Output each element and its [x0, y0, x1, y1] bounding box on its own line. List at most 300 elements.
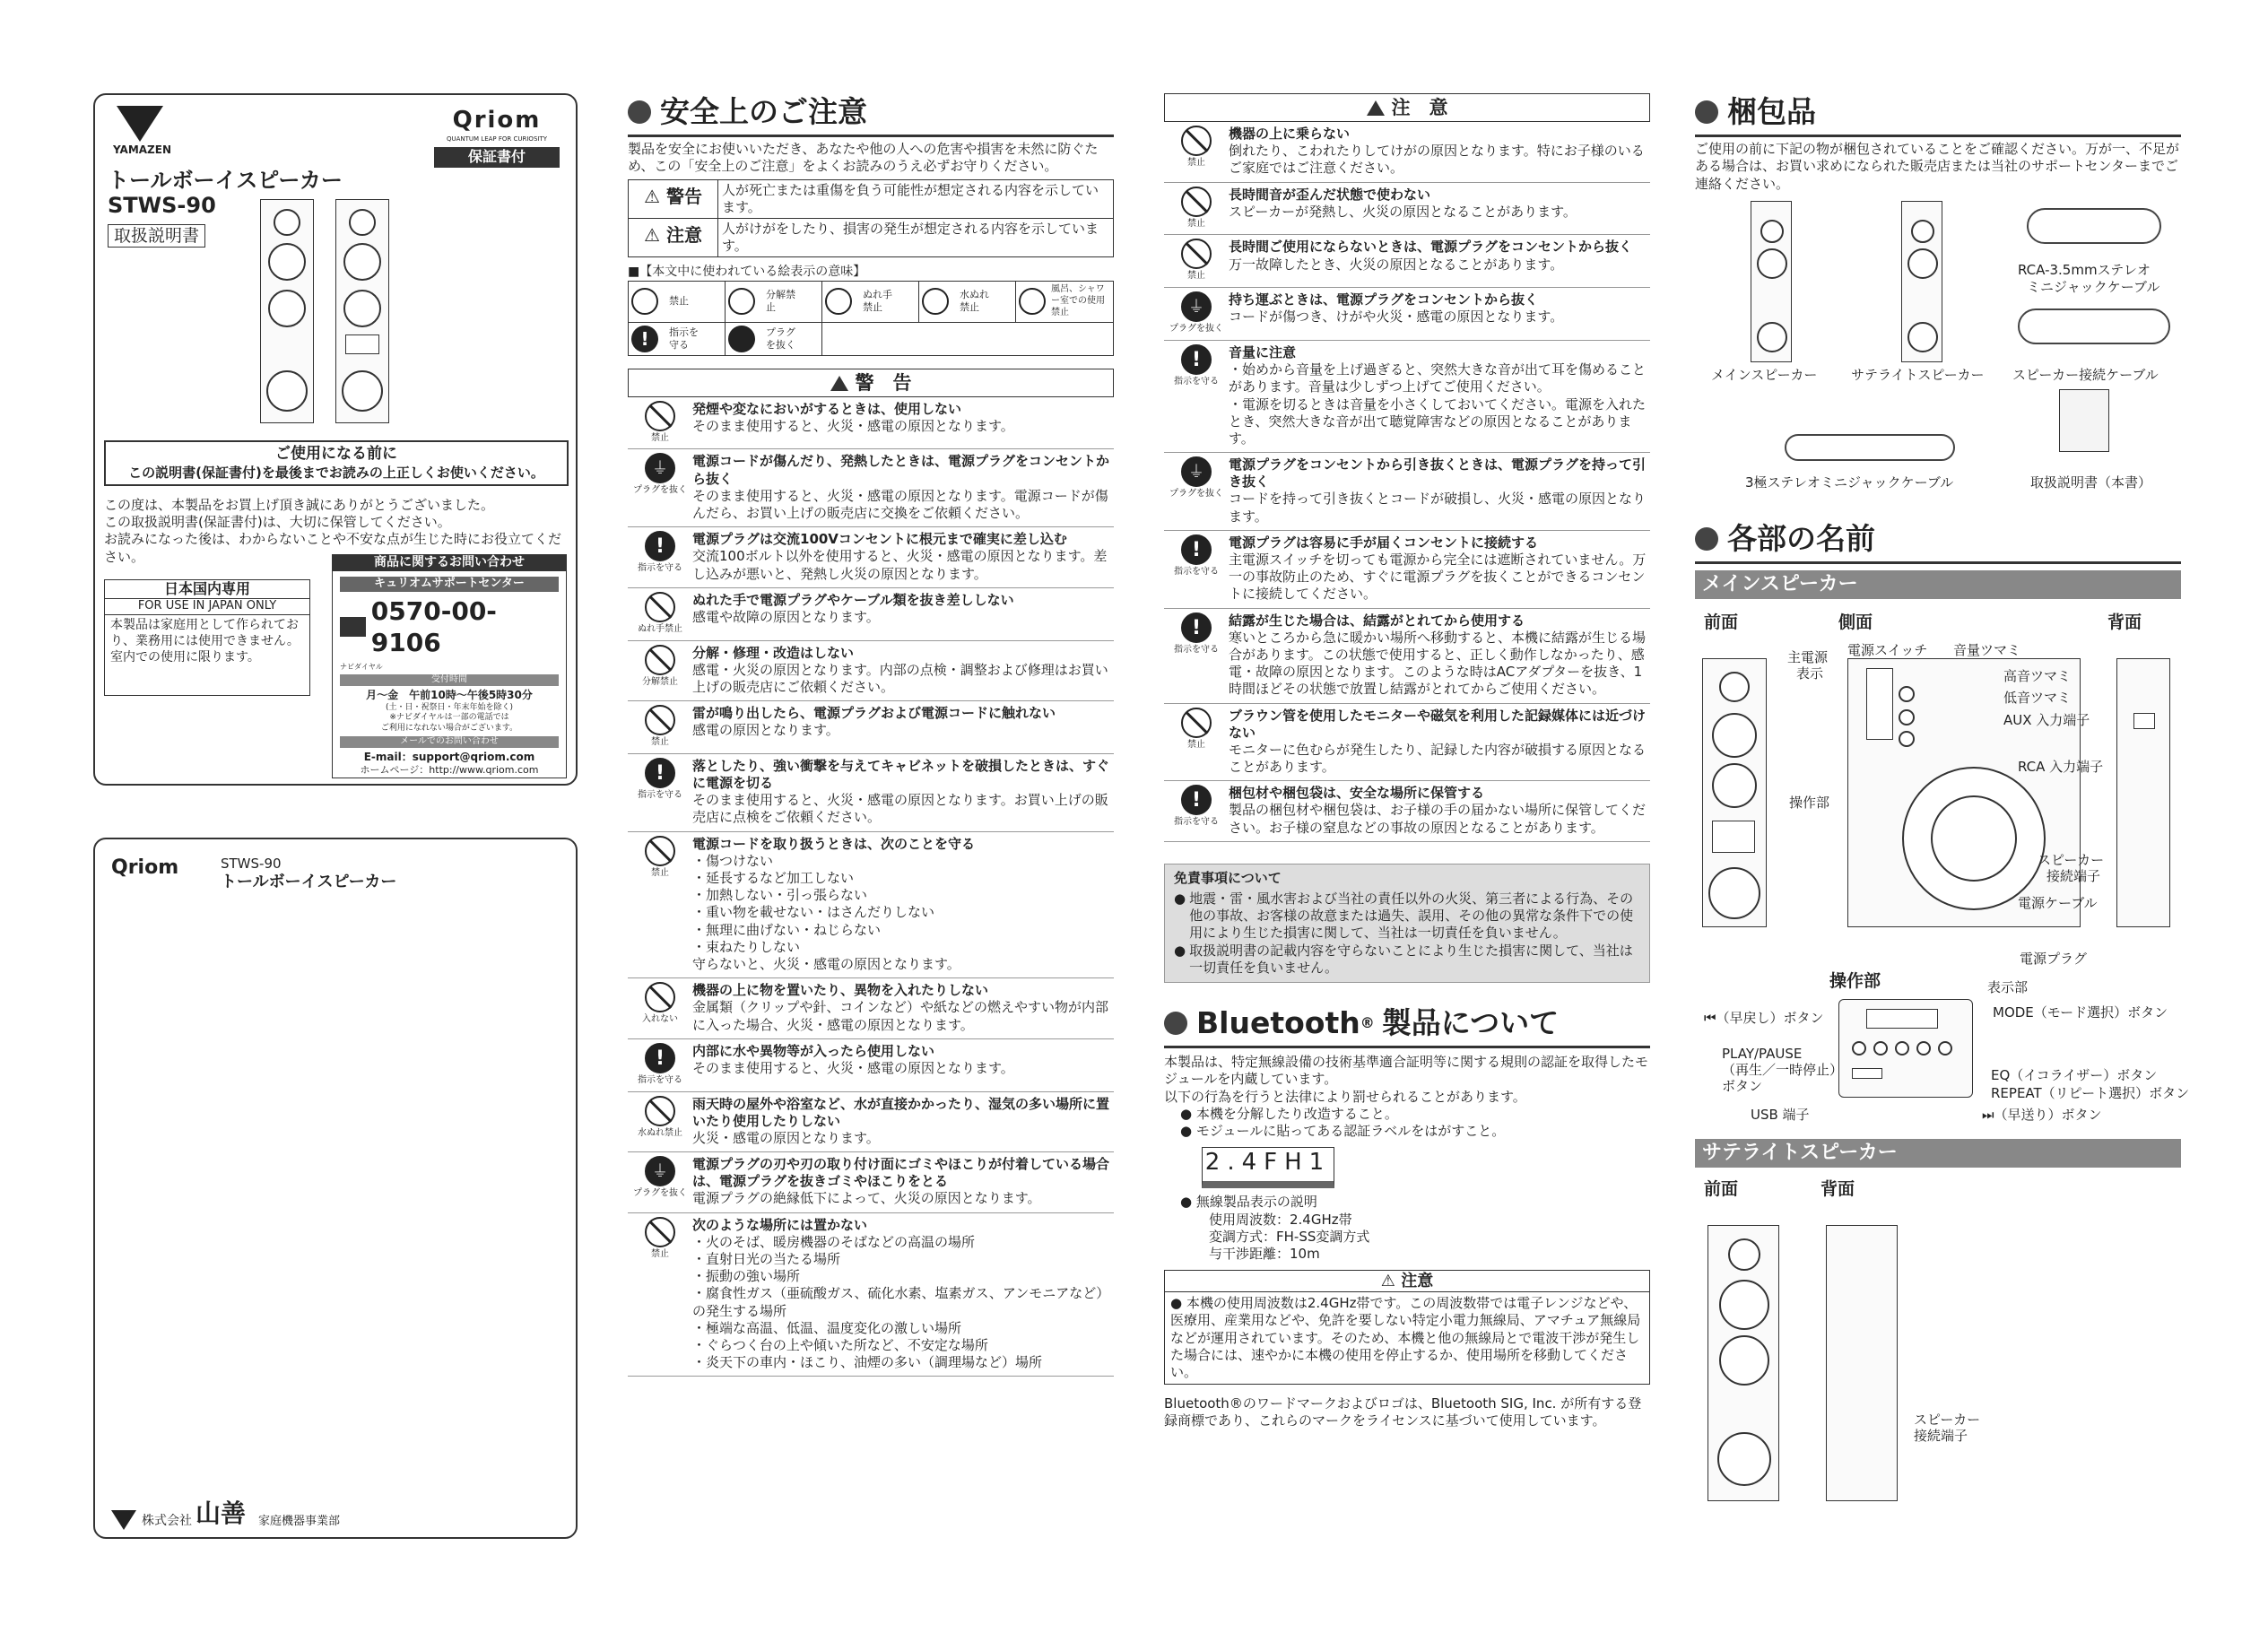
caution-item-icon — [1164, 456, 1229, 526]
label-speaker-terminal: スピーカー — [2038, 852, 2105, 868]
bullet-dot-icon — [1695, 527, 1718, 551]
japan-only-text: 本製品は家庭用として作られており、業務用には使用できません。室内での使用に限ります。 — [110, 618, 300, 665]
disclaimer-title: 免責事項について — [1174, 869, 1282, 886]
caution-icon-caption: 禁止 — [1187, 158, 1205, 168]
warning-item-body: そのまま使用すると、火災・感電の原因となります。電源コードが傷んだら、お買い上げの販売店に交換をご依頼ください。 — [692, 487, 1108, 522]
contact-box — [332, 554, 567, 778]
bluetooth-trademark: Bluetooth®のワードマークおよびロゴは、Bluetooth SIG, Inc. が所有する登録商標であり、これらのマークをライセンスに基づいて使用しています。 — [1164, 1395, 1642, 1429]
warning-item — [628, 1039, 1114, 1092]
legend-item: ぬれ手禁止 — [822, 282, 919, 322]
hours-note: ご利用になれない場合がございます。 — [380, 723, 518, 733]
label-power-switch: 電源スイッチ — [1847, 642, 1928, 658]
pkg-label-satellite: サテライトスピーカー — [1851, 367, 1985, 383]
caution-icon-caption: 指示を守る — [1174, 376, 1219, 387]
package-satellite-speaker-image — [1901, 201, 1942, 362]
caution-item — [1164, 453, 1650, 531]
warning-item-icon — [628, 645, 692, 697]
main-speaker-bar: メインスピーカー — [1695, 570, 2181, 599]
label-bass: 低音ツマミ — [2003, 690, 2072, 706]
operation-panel — [1838, 999, 1973, 1098]
label-repeat: REPEAT（リピート選択）ボタン — [1991, 1085, 2190, 1101]
warning-box-header: 警 告 — [628, 369, 1114, 397]
no-disassembly-icon — [728, 288, 755, 315]
caution-box-header: 注 意 — [1164, 93, 1650, 122]
caution-item-body: 寒いところから急に暖かい場所へ移動すると、本機に結露が生じる場合があります。この状態で使用すると、正しく動作しなかったり、感電・故障の原因となります。このような時はACアダプターを抜き、1時間ほどその状態で放置し結露がとれてからご使用ください。 — [1229, 629, 1647, 698]
warning-icon-caption: 禁止 — [651, 1248, 669, 1259]
label-panel: 操作部 — [1789, 795, 1830, 811]
caution-item — [1164, 531, 1650, 609]
warning-icon-caption: 入れない — [642, 1014, 678, 1025]
warning-item-title: 電源コードが傷んだり、発熱したときは、電源プラグをコンセントから抜く — [692, 453, 1110, 487]
pkg-label-rca: RCA-3.5mmステレオ — [2018, 262, 2151, 278]
warning-item-icon — [628, 401, 692, 445]
exclamation-icon — [1181, 534, 1212, 565]
warning-item — [628, 588, 1114, 641]
warning-item-icon — [628, 453, 692, 522]
warning-item — [628, 1152, 1114, 1213]
exclamation-icon — [1181, 344, 1212, 375]
label-aux: AUX 入力端子 — [2003, 712, 2090, 728]
warning-item-body: そのまま使用すると、火災・感電の原因となります。お買い上げの販売店に点検をご依頼ください。 — [692, 792, 1108, 826]
bluetooth-line2: 以下の行為を行うと法律により罰せられることがあります。 — [1164, 1088, 1526, 1105]
safety-column — [628, 93, 1114, 1377]
label-treble: 高音ツマミ — [2003, 668, 2072, 684]
back-model: STWS-90 — [221, 856, 282, 872]
warning-triangle-icon — [830, 376, 848, 391]
warning-item-title: 機器の上に物を置いたり、異物を入れたりしない — [692, 982, 989, 999]
main-speaker-image — [260, 199, 314, 423]
company-prefix: 株式会社 — [142, 1513, 192, 1528]
warning-item-icon — [628, 1096, 692, 1148]
cover-card — [93, 93, 578, 786]
caution-icon-caption: プラグを抜く — [1169, 324, 1223, 334]
bluetooth-caution-box — [1164, 1270, 1650, 1385]
bluetooth-bullet: ● 本機を分解したり改造すること。 — [1180, 1105, 1398, 1122]
caution-item-title: 長時間ご使用にならないときは、電源プラグをコンセントから抜く — [1229, 239, 1633, 256]
legend-item: プラグを抜く — [726, 323, 822, 355]
thanks-line: この取扱説明書(保証書付)は、大切に保管してください。 — [104, 514, 451, 531]
caution-item-icon — [1164, 785, 1229, 837]
caution-item-body: 倒れたり、こわれたりしてけがの原因となります。特にお子様のいるご家庭ではご注意ください。 — [1229, 143, 1645, 177]
unplug-icon — [1181, 456, 1212, 487]
unplug-icon — [1181, 291, 1212, 322]
no-wet-hands-icon — [825, 288, 852, 315]
caution-item-title: 音量に注意 — [1229, 343, 1297, 361]
warning-item-body: 感電の原因となります。 — [692, 722, 839, 739]
prohibited-icon — [1181, 239, 1212, 269]
qriom-logo — [434, 106, 560, 168]
warning-item-title: 落としたり、強い衝撃を与えてキャビネットを破損したときは、すぐに電源を切る — [692, 757, 1110, 792]
warning-level-label: ⚠ 警告 — [629, 180, 718, 218]
prohibited-icon — [631, 288, 658, 315]
warning-item-title: 発煙や変なにおいがするときは、使用しない — [692, 400, 962, 417]
warning-icon-caption: 分解禁止 — [642, 676, 678, 687]
company-name: 山善 — [196, 1499, 247, 1528]
radio-line: 変調方式：FH-SS変調方式 — [1209, 1228, 1370, 1245]
warning-item-title: 電源プラグの刃や刃の取り付け面にゴミやほこりが付着している場合は、電源プラグを抜きゴミやほこりをとる — [692, 1156, 1110, 1190]
back-company — [111, 1498, 340, 1530]
caution-triangle-icon — [1367, 100, 1385, 116]
usb-port[interactable] — [1852, 1068, 1882, 1079]
mode-button[interactable] — [1938, 1041, 1952, 1056]
warning-item-body: 感電・火災の原因となります。内部の点検・調整および修理はお買い上げの販売店にご依頼ください。 — [692, 661, 1108, 695]
caution-item-title: 長時間音が歪んだ状態で使わない — [1229, 186, 1431, 203]
bullet-dot-icon — [1164, 1012, 1187, 1035]
label-next: ⏭（早送り）ボタン — [1982, 1107, 2102, 1123]
no-bathroom-icon — [1019, 288, 1046, 315]
sat-front-label: 前面 — [1704, 1179, 1739, 1199]
warning-icon-caption: プラグを抜く — [633, 1188, 687, 1199]
thanks-line: お読みになった後は、わからないことや不安な点が生じた時にお役立てください。 — [104, 531, 562, 565]
safety-header — [628, 93, 1114, 137]
label-power-cable: 電源ケーブル — [2018, 895, 2098, 911]
disclaimer-box — [1164, 864, 1650, 983]
legend-item: ! 指示を守る — [629, 323, 726, 355]
caution-item-body: コードを持って引き抜くとコードが破損し、火災・感電の原因となります。 — [1229, 491, 1647, 525]
caution-item — [1164, 609, 1650, 704]
label-play2: （再生／一時停止） — [1722, 1062, 1844, 1078]
label-sat-terminal2: 接続端子 — [1914, 1428, 1968, 1444]
hours-title: 受付時間 — [340, 674, 559, 686]
brand-name: YAMAZEN — [113, 143, 171, 156]
next-button[interactable] — [1895, 1041, 1909, 1056]
contact-title: 商品に関するお問い合わせ — [333, 555, 566, 571]
legend-item: 風呂、シャワー室での使用禁止 — [1016, 282, 1113, 322]
label-volume: 音量ツマミ — [1953, 642, 2021, 658]
exclamation-icon — [645, 1043, 675, 1073]
caution-item-title: 電源プラグは容易に手が届くコンセントに接続する — [1229, 534, 1539, 551]
warning-triangle-icon: ⚠ — [644, 185, 660, 207]
thanks-line: この度は、本製品をお買上げ頂き誠にありがとうございました。 — [104, 497, 495, 513]
back-product-name: トールボーイスピーカー — [221, 873, 397, 891]
warning-item-body: そのまま使用すると、火災・感電の原因となります。 — [692, 417, 1014, 434]
warning-icon-caption: 指示を守る — [638, 789, 682, 800]
warning-item-body: 感電や故障の原因となります。 — [692, 608, 880, 625]
caution-item-icon — [1164, 126, 1229, 178]
caution-item-icon — [1164, 187, 1229, 230]
prohibited-icon — [1181, 126, 1212, 156]
warning-item-body: ・火のそば、暖房機器のそばなどの高温の場所 ・直射日光の当たる場所 ・振動の強い場所 ・腐食性ガス（亜硫酸ガス、硫化水素、塩素ガス、アンモニアなど）の発生する場所 ・極端な高温、低温、温度変化の激しい場所 ・ぐらつく台の上や傾いた所など、不安定な場所 ・炎天下の車内・ほこり、油煙の多い（調理場など）場所 — [692, 1233, 1110, 1371]
warning-item-icon — [628, 982, 692, 1034]
caution-icon-caption: 禁止 — [1187, 739, 1205, 750]
bullet-dot-icon — [628, 100, 651, 124]
caution-item — [1164, 183, 1650, 236]
prohibited-icon — [645, 982, 675, 1012]
caution-icon-caption: 禁止 — [1187, 271, 1205, 282]
warning-item-icon — [628, 592, 692, 636]
exclamation-icon — [1181, 785, 1212, 815]
level-table — [628, 179, 1114, 258]
bullet-dot-icon — [1695, 100, 1718, 124]
label-eq: EQ（イコライザー）ボタン — [1991, 1067, 2158, 1083]
package-title: 梱包品 — [1727, 94, 1816, 129]
warning-item — [628, 701, 1114, 754]
before-use-title: ご使用になる前に — [275, 445, 397, 463]
package-intro: ご使用の前に下記の物が梱包されていることをご確認ください。万が一、不足がある場合は、お買い求めになられた販売店または当社のサポートセンターまでご連絡ください。 — [1695, 141, 2180, 192]
bluetooth-title-suffix: 製品について — [1381, 1004, 1560, 1040]
yamazen-mark-icon — [111, 1510, 136, 1530]
warning-item-title: 雷が鳴り出したら、電源プラグおよび電源コードに触れない — [692, 705, 1056, 722]
label-power-led: 主電源 — [1787, 649, 1829, 665]
hours-note: ※ナビダイヤルは一部の電話では — [389, 713, 509, 723]
prohibited-icon — [645, 592, 675, 622]
warning-item-icon — [628, 1043, 692, 1087]
prev-button[interactable] — [1852, 1041, 1866, 1056]
prohibited-icon — [645, 401, 675, 431]
side-label: 側面 — [1838, 612, 1873, 632]
parts-header — [1695, 520, 2181, 564]
warning-level-desc: 人が死亡または重傷を負う可能性が想定される内容を示しています。 — [722, 181, 1099, 215]
navi-label: ナビダイヤル — [340, 663, 383, 672]
symbol-legend-title: ■【本文中に使われている絵表示の意味】 — [628, 265, 866, 280]
caution-item-title: ブラウン管を使用したモニターや磁気を利用した記録媒体には近づけない — [1229, 707, 1647, 741]
caution-item — [1164, 288, 1650, 341]
label-speaker-terminal2: 接続端子 — [2046, 868, 2101, 884]
warning-icon-caption: ぬれ手禁止 — [638, 623, 682, 634]
package-main-speaker-image — [1751, 201, 1792, 362]
prohibited-icon — [1181, 187, 1212, 217]
japan-only-title: 日本国内専用 — [105, 580, 309, 599]
caution-item-title: 梱包材や梱包袋は、安全な場所に保管する — [1229, 785, 1485, 802]
warning-icon-caption: 指示を守る — [638, 563, 682, 574]
business-hours: 月～金 午前10時～午後5時30分 — [366, 689, 533, 702]
caution-level-label: ⚠ 注意 — [629, 219, 718, 256]
warning-list — [628, 397, 1114, 1377]
support-phone[interactable]: 0570-00-9106 — [370, 595, 497, 658]
pkg-label-rca2: ミニジャックケーブル — [2027, 279, 2160, 295]
bluetooth-caution-text: ● 本機の使用周波数は2.4GHz帯です。この周波数帯では電子レンジなどや、医療用、産業用などや、免許を要しない特定小電力無線局、アマチュア無線局などが運用されています。そのため、本機と他の無線局とで電波干渉が発生した場合には、速やかに本機の使用を停止するか、使用場所を移動してください。 — [1170, 1295, 1641, 1380]
panel-display — [1866, 1009, 1938, 1029]
legend-item: 水ぬれ禁止 — [919, 282, 1016, 322]
play-pause-button[interactable] — [1873, 1041, 1888, 1056]
bluetooth-intro: 本製品は、特定無線設備の技術基準適合証明等に関する規則の認証を取得したモジュールを内蔵しています。 — [1164, 1054, 1649, 1088]
hours-note: (土・日・祝祭日・年末年始を除く) — [385, 702, 514, 712]
front-label: 前面 — [1704, 612, 1739, 632]
label-play1: PLAY/PAUSE — [1722, 1046, 1803, 1062]
prohibited-icon — [645, 645, 675, 675]
certification-code: 2.4FH1 — [1202, 1147, 1334, 1188]
warning-icon-caption: 禁止 — [651, 737, 669, 748]
back-card — [93, 838, 578, 1539]
warning-icon-caption: 水ぬれ禁止 — [638, 1127, 682, 1138]
warning-item-body: 電源プラグの絶縁低下によって、火災の原因となります。 — [692, 1190, 1041, 1207]
caution-item-body: スピーカーが発熱し、火災の原因となることがあります。 — [1229, 203, 1577, 220]
caution-item — [1164, 235, 1650, 288]
bluetooth-title: Bluetooth — [1196, 1004, 1360, 1040]
caution-item-icon — [1164, 612, 1229, 699]
parts-title: 各部の名前 — [1727, 521, 1875, 556]
caution-item-title: 結露が生じた場合は、結露がとれてから使用する — [1229, 612, 1525, 629]
sat-back-label: 背面 — [1820, 1179, 1855, 1199]
warning-item-icon — [628, 531, 692, 583]
radio-line: 使用周波数：2.4GHz帯 — [1209, 1211, 1352, 1228]
model-number: STWS-90 — [108, 193, 216, 218]
back-label: 背面 — [2107, 612, 2142, 632]
label-play3: ボタン — [1722, 1078, 1763, 1094]
warning-item — [628, 1092, 1114, 1153]
caution-item-body: 万一故障したとき、火災の原因となることがあります。 — [1229, 256, 1564, 273]
package-header — [1695, 93, 2181, 137]
caution-item — [1164, 341, 1650, 453]
warning-item-title: ぬれた手で電源プラグやケーブル類を抜き差ししない — [692, 591, 1014, 608]
warning-item-icon — [628, 758, 692, 827]
warning-item-title: 内部に水や異物等が入ったら使用しない — [692, 1042, 935, 1059]
speaker-cable-image — [2018, 308, 2170, 344]
caution-item-title: 持ち運ぶときは、電源プラグをコンセントから抜く — [1229, 291, 1539, 308]
warning-item-icon — [628, 705, 692, 749]
warning-item — [628, 978, 1114, 1039]
mail-title: メールでのお問い合わせ — [340, 736, 559, 748]
prohibited-icon — [1181, 708, 1212, 738]
caution-icon-caption: 指示を守る — [1174, 644, 1219, 655]
right-column — [1695, 93, 2190, 1546]
warning-icon-caption: 指示を守る — [638, 1074, 682, 1085]
back-qriom-logo: Qriom — [111, 856, 179, 879]
label-power-plug: 電源プラグ — [2020, 951, 2088, 967]
caution-item-icon — [1164, 344, 1229, 447]
no-water-icon — [922, 288, 949, 315]
radio-info: ● 無線製品表示の説明 — [1180, 1194, 1317, 1211]
warning-icon-caption: プラグを抜く — [633, 485, 687, 496]
product-name: トールボーイスピーカー — [108, 168, 343, 193]
warning-item — [628, 1213, 1114, 1377]
safety-intro: 製品を安全にお使いいただき、あなたや他の人への危害や損害を未然に防ぐため、この「安全上のご注意」をよくお読みのうえ必ずお守りください。 — [628, 141, 1099, 175]
prohibited-icon — [645, 1217, 675, 1247]
pkg-label-stereo-cable: 3極ステレオミニジャックケーブル — [1745, 474, 1954, 491]
label-usb: USB 端子 — [1751, 1107, 1810, 1123]
warning-item — [628, 527, 1114, 588]
prohibited-icon — [645, 705, 675, 735]
warning-item — [628, 397, 1114, 450]
symbol-legend — [628, 281, 1114, 355]
warning-item-icon — [628, 836, 692, 974]
bluetooth-bullet: ● モジュールに貼ってある認証ラベルをはがすこと。 — [1180, 1122, 1506, 1139]
caution-item-title: 機器の上に乗らない — [1229, 126, 1351, 142]
label-rca: RCA 入力端子 — [2018, 759, 2104, 775]
caution-item-body: モニターに色むらが発生したり、記録した内容が破損する原因となることがあります。 — [1229, 741, 1647, 776]
warning-item-title: 分解・修理・改造はしない — [692, 644, 855, 661]
caution-column — [1164, 93, 1650, 1429]
label-sat-terminal: スピーカー — [1914, 1412, 1981, 1428]
warning-item-body: 金属類（クリップや針、コインなど）や紙などの燃えやすい物が内部に入った場合、火災・感電の原因となります。 — [692, 999, 1108, 1033]
warning-icon-caption: 禁止 — [651, 432, 669, 443]
caution-item — [1164, 781, 1650, 842]
safety-title: 安全上のご注意 — [660, 94, 867, 129]
warning-item — [628, 449, 1114, 527]
caution-icon-caption: 指示を守る — [1174, 817, 1219, 828]
prohibited-icon — [645, 1096, 675, 1126]
prohibited-icon — [645, 836, 675, 866]
warning-item — [628, 641, 1114, 702]
caution-item — [1164, 704, 1650, 782]
unplug-icon — [645, 453, 675, 483]
caution-icon-caption: 指示を守る — [1174, 566, 1219, 577]
japan-only-box — [104, 579, 310, 696]
support-homepage[interactable]: ホームページ：http://www.qriom.com — [360, 764, 539, 777]
unplug-icon — [645, 1156, 675, 1186]
caution-item-body: コードが傷つき、けがや火災・感電の原因となります。 — [1229, 308, 1564, 326]
company-division: 家庭機器事業部 — [258, 1515, 341, 1529]
stereo-cable-image — [1785, 434, 1955, 461]
support-center-name: キュリオムサポートセンター — [340, 577, 559, 592]
disclaimer-item: ● 地震・雷・風水害および当社の責任以外の火災、第三者による行為、その他の事故、お客様の故意または過失、誤用、その他の異常な条件下での使用により生じた損害に関して、当社は一切責任を負いません。 — [1174, 891, 1634, 942]
pkg-label-main: メインスピーカー — [1711, 367, 1818, 383]
bluetooth-header — [1164, 1004, 1650, 1048]
satellite-speaker-image — [335, 199, 389, 423]
warning-item-body: 交流100ボルト以外を使用すると、火災・感電の原因となります。差し込みが悪いと、発熱し火災の原因となります。 — [692, 548, 1108, 582]
caution-icon-caption: プラグを抜く — [1169, 489, 1223, 500]
satellite-bar: サテライトスピーカー — [1695, 1139, 2181, 1168]
label-mode: MODE（モード選択）ボタン — [1993, 1004, 2168, 1021]
unplug-icon — [728, 326, 755, 352]
phone-row — [340, 595, 559, 660]
bluetooth-caution-header: ⚠ 注意 — [1165, 1271, 1649, 1292]
warning-item-title: 電源コードを取り扱うときは、次のことを守る — [692, 835, 976, 852]
pkg-label-speaker-cable: スピーカー接続ケーブル — [2012, 367, 2159, 383]
japan-only-en: FOR USE IN JAPAN ONLY — [105, 599, 309, 615]
warning-item-body: 火災・感電の原因となります。 — [692, 1129, 880, 1146]
caution-level-desc: 人がけがをしたり、損害の発生が想定される内容を示しています。 — [722, 220, 1099, 255]
warning-item-body: そのまま使用すると、火災・感電の原因となります。 — [692, 1059, 1014, 1076]
warning-item-icon — [628, 1156, 692, 1208]
caution-item-title: 電源プラグをコンセントから引き抜くときは、電源プラグを持って引き抜く — [1229, 456, 1647, 491]
warranty-badge: 保証書付 — [434, 147, 560, 167]
radio-line: 与干渉距離：10m — [1209, 1245, 1320, 1262]
navi-dial-icon — [340, 617, 366, 637]
warning-item-title: 電源プラグは交流100Vコンセントに根元まで確実に差し込む — [692, 531, 1067, 548]
eq-button[interactable] — [1916, 1041, 1931, 1056]
warning-item-icon — [628, 1217, 692, 1372]
before-use-text: この説明書(保証書付)を最後までお読みの上正しくお使いください。 — [128, 464, 544, 481]
warning-icon-caption: 禁止 — [651, 867, 669, 878]
registered-mark: ® — [1360, 1013, 1375, 1031]
caution-item-body: 製品の梱包材や梱包袋は、お子様の手の届かない場所に保管してください。お子様の窒息などの事故の原因となることがあります。 — [1229, 802, 1647, 836]
label-power-led2: 表示 — [1796, 665, 1824, 682]
caution-list — [1164, 122, 1650, 842]
caution-item-icon — [1164, 534, 1229, 604]
rca-cable-image — [2027, 208, 2161, 244]
caution-triangle-icon: ⚠ — [1380, 1272, 1395, 1291]
sat-front-view — [1708, 1225, 1779, 1501]
support-email[interactable]: E-mail：support@qriom.com — [363, 750, 535, 763]
caution-item-body: ・始めから音量を上げ過ぎると、突然大きな音が出て耳を傷めることがあります。音量は少しずつ上げてご使用ください。 ・電源を切るときは音量を小さくしておいてください。電源を入れたとき、突然大きな音が出て聴覚障害などの原因となることがあります。 — [1229, 361, 1647, 447]
caution-item-icon — [1164, 239, 1229, 282]
warning-item — [628, 832, 1114, 979]
caution-item-icon — [1164, 291, 1229, 335]
manual-label: 取扱説明書 — [108, 224, 205, 248]
exclamation-icon — [1181, 612, 1212, 643]
panel-title: 操作部 — [1829, 971, 1881, 991]
caution-item-icon — [1164, 708, 1229, 777]
label-prev: ⏮（早戻し）ボタン — [1704, 1010, 1824, 1026]
label-display: 表示部 — [1987, 979, 2029, 995]
pkg-label-manual: 取扱説明書（本書） — [2030, 474, 2152, 491]
caution-item — [1164, 122, 1650, 183]
warning-item — [628, 754, 1114, 832]
warning-item-title: 次のような場所には置かない — [692, 1216, 868, 1233]
qriom-tagline: QUANTUM LEAP FOR CURIOSITY — [446, 135, 547, 143]
sat-back-view — [1826, 1225, 1898, 1501]
legend-item: 分解禁止 — [726, 282, 822, 322]
disclaimer-item: ● 取扱説明書の記載内容を守らないことにより生じた損害に関して、当社は一切責任を負いません。 — [1174, 942, 1633, 976]
front-view-speaker — [1702, 658, 1767, 927]
qriom-wordmark: Qriom — [452, 107, 542, 134]
follow-instructions-icon: ! — [631, 326, 658, 352]
manual-image — [2059, 389, 2109, 452]
yamazen-logo — [113, 106, 171, 157]
back-view-speaker — [2116, 658, 2170, 927]
before-use-box — [104, 440, 569, 486]
